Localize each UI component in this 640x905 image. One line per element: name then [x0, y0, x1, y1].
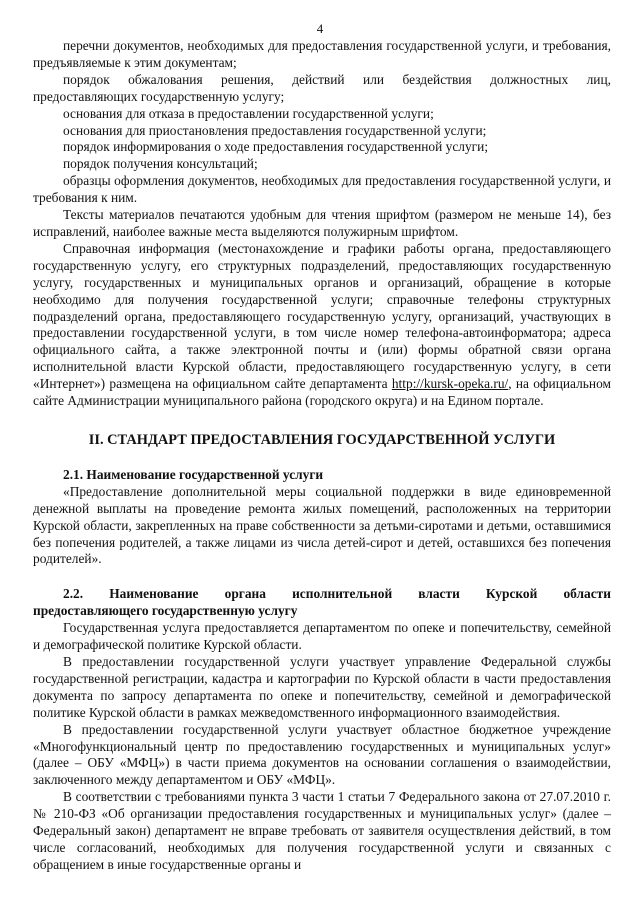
authority-paragraph: В предоставлении государственной услуги участвует управление Федеральной службы государственной регистрации, кадастра и картографии по Курской области в части предоставления документа по запросу департамента по опеке и попечительству, семейной и демографической политике Курской области в рамках межведомственного информационного взаимодействия. — [33, 654, 611, 720]
title-word: органа — [224, 586, 266, 602]
title-word: Наименование — [109, 586, 199, 602]
subsection-gap — [33, 568, 611, 586]
title-word: исполнительной — [292, 586, 393, 602]
title-word: Курской — [485, 586, 538, 602]
authority-paragraph: В предоставлении государственной услуги участвует областное бюджетное учреждение «Многофункциональный центр по предоставлению государственных и муниципальных услуг» (далее – ОБУ «МФЦ») в части приема документов на основании соглашения о взаимодействии, заключенного между департаментом и ОБУ «МФЦ». — [33, 721, 611, 788]
page-number: 4 — [316, 21, 324, 36]
section-gap — [33, 410, 611, 431]
font-requirements-paragraph: Тексты материалов печатаются удобным для чтения шрифтом (размером не меньше 14), без исправлений, наиболее важные места выделяются полужирным шрифтом. — [33, 207, 611, 239]
service-name-paragraph: «Предоставление дополнительной меры социальной поддержки в виде единовременной денежной выплаты на проведение ремонта жилых помещений, расположенных на территории Курской области, закрепленных на праве собственности за детьми-сиротами и детьми, оставшимися без попечения родителей, а также лицами из числа детей-сирот и детей, оставшихся без попечения родителей». — [33, 483, 611, 567]
subsection-gap — [33, 449, 611, 467]
authority-paragraph: В соответствии с требованиями пункта 3 части 1 статьи 7 Федерального закона от 27.07.2010 г. № 210-ФЗ «Об организации предоставления государственных и муниципальных услуг» (далее – Федеральный закон) департамент не вправе требовать от заявителя осуществления действий, в том числе согласований, необходимых для получения государственной услуги и связанных с обращением в иные государственные органы и — [33, 789, 611, 872]
subsection-2-2-title — [33, 586, 611, 603]
subsection-2-1-title: 2.1. Наименование государственной услуги — [63, 466, 324, 482]
list-item: основания для приостановления предоставления государственной услуги; — [63, 122, 487, 138]
list-item: порядок информирования о ходе предоставления государственной услуги; — [63, 139, 489, 155]
list-item: порядок получения консультаций; — [63, 156, 258, 172]
reference-info-text: Справочная информация (местонахождение и графики работы органа, предоставляющего государственную услугу, его структурных подразделений, предоставляющих государственную услугу, государственных и муниципальных органов и организаций, обращение в которые необходимо для получения государственной услуги; справочные телефоны структурных подразделений органа, предоставляющего государственную услугу, организаций, участвующих в предоставлении государственной услуги, в том числе номер телефона-автоинформатора; адреса официального сайта, а также электронной почты и (или) формы обратной связи органа исполнительной власти Курской области, предоставляющего государственную услугу, в сети «Интернет») размещена на официальном сайте департамента — [33, 240, 611, 392]
reference-info-text-end: , на официальном сайте Администрации муниципального района (городского округа) и на Едином портале. — [33, 376, 611, 409]
authority-paragraph: Государственная услуга предоставляется департаментом по опеке и попечительству, семейной и демографической политике Курской области. — [33, 620, 611, 653]
subsection-2-2-title-line2: предоставляющего государственную услугу — [33, 603, 298, 619]
section-title: II. СТАНДАРТ ПРЕДОСТАВЛЕНИЯ ГОСУДАРСТВЕННОЙ УСЛУГИ — [88, 431, 556, 448]
reference-info-paragraph — [33, 241, 611, 410]
title-word: области — [563, 586, 611, 602]
document-page — [33, 38, 611, 874]
department-website-link[interactable]: http://kursk-opeka.ru/ — [391, 376, 509, 392]
title-word: власти — [418, 586, 460, 602]
list-item: перечни документов, необходимых для предоставления государственной услуги, и требования, предъявляемые к этим документам; — [33, 38, 611, 70]
list-item: образцы оформления документов, необходимых для предоставления государственной услуги, и требования к ним. — [33, 173, 611, 206]
list-item: основания для отказа в предоставлении государственной услуги; — [63, 105, 434, 121]
list-item: порядок обжалования решения, действий или бездействия должностных лиц, предоставляющих государственную услугу; — [33, 71, 611, 104]
title-word: 2.2. — [63, 586, 84, 602]
